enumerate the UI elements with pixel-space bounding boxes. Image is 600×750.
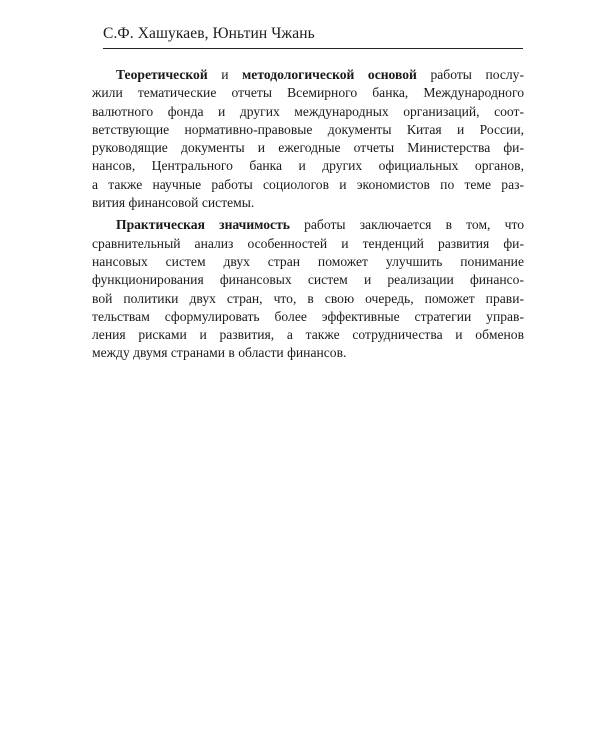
text-line: а также научные работы социологов и экономистов по теме раз- — [92, 176, 524, 192]
line-continuation: работы заключается в том, что — [289, 217, 524, 233]
paragraph-theoretical-basis — [92, 66, 524, 212]
text-line: валютного фонда и других международных организаций, соот- — [92, 103, 524, 119]
bold-term-practical-significance: Практическая значимость — [116, 217, 290, 233]
text-line: ветствующие нормативно-правовые документы Китая и России, — [92, 121, 524, 137]
text-line: функционирования финансовых систем и реализации финансо- — [92, 272, 524, 288]
text-line: тельствам сформулировать более эффективные стратегии управ- — [92, 308, 524, 324]
text-line: руководящие документы и ежегодные отчеты Министерства фи- — [92, 140, 524, 156]
text-line-last: вития финансовой системы. — [92, 195, 255, 211]
paragraph-practical-significance — [92, 216, 524, 362]
text-line: нансов, Центрального банка и других официальных органов, — [92, 158, 524, 174]
bold-term-methodological: методологической основой — [242, 67, 417, 82]
text-line: нансовых систем двух стран поможет улучшить понимание — [92, 253, 524, 269]
running-header — [103, 22, 523, 49]
page-body — [92, 66, 524, 363]
text-line: вой политики двух стран, что, в свою очередь, поможет прави- — [92, 290, 524, 306]
text-line: сравнительный анализ особенностей и тенденций развития фи- — [92, 235, 524, 251]
paragraph-2-line-1 — [92, 216, 524, 234]
paragraph-1-line-1 — [92, 66, 524, 84]
text-line: ления рисками и развития, а также сотрудничества и обменов — [92, 327, 524, 343]
header-authors: С.Ф. Хашукаев, Юньтин Чжань — [103, 25, 315, 42]
bold-term-theoretical: Теоретической — [116, 67, 208, 82]
line-continuation: работы послу- — [416, 67, 524, 82]
text-line: жили тематические отчеты Всемирного банка, Международного — [92, 85, 524, 101]
text-line-last: между двумя странами в области финансов. — [92, 345, 347, 361]
connector-text: и — [207, 67, 243, 82]
